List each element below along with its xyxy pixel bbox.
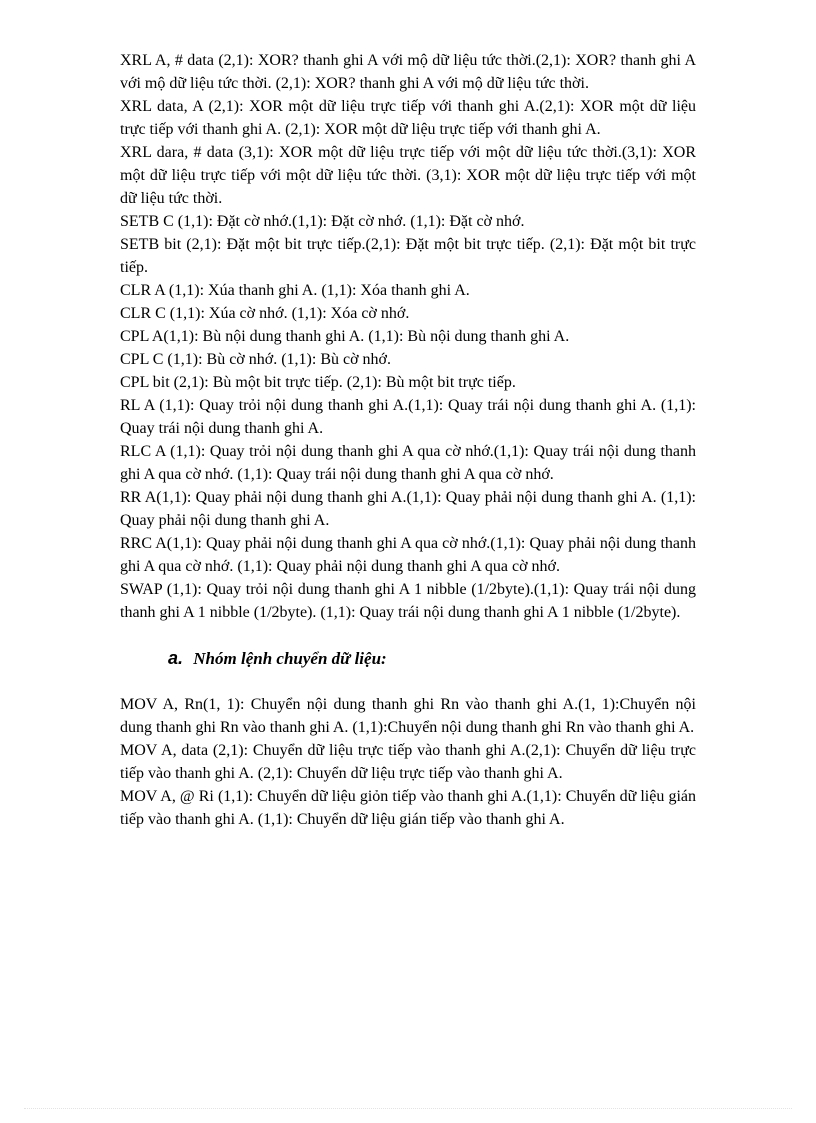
instruction-setb-bit: SETB bit (2,1): Đặt một bit trực tiếp.(2,1): Đặt một bit trực tiếp. (2,1): Đặt một bit trực tiếp. bbox=[120, 236, 696, 276]
instruction-rl-a: RL A (1,1): Quay trỏi nội dung thanh ghi A.(1,1): Quay trái nội dung thanh ghi A. (1,1): Quay trái nội dung thanh ghi A. bbox=[120, 397, 696, 437]
instruction-rr-a: RR A(1,1): Quay phải nội dung thanh ghi A.(1,1): Quay phải nội dung thanh ghi A. (1,1): Quay phải nội dung thanh ghi A. bbox=[120, 489, 696, 529]
section-heading bbox=[168, 647, 696, 670]
instruction-rlc-a: RLC A (1,1): Quay trỏi nội dung thanh ghi A qua cờ nhớ.(1,1): Quay trái nội dung thanh ghi A qua cờ nhớ. (1,1): Quay trái nội dung thanh ghi A qua cờ nhớ. bbox=[120, 443, 696, 483]
instruction-cpl-bit: CPL bit (2,1): Bù một bit trực tiếp. (2,1): Bù một bit trực tiếp. bbox=[120, 374, 516, 391]
logic-instruction-list bbox=[120, 49, 696, 624]
instruction-xrl-data-a: XRL data, A (2,1): XOR một dữ liệu trực tiếp với thanh ghi A.(2,1): XOR một dữ liệu trực tiếp với thanh ghi A. (2,1): XOR một dữ liệu trực tiếp với thanh ghi A. bbox=[120, 98, 696, 138]
move-instruction-list bbox=[120, 693, 696, 831]
instruction-mov-a-data: MOV A, data (2,1): Chuyển dữ liệu trực tiếp vào thanh ghi A.(2,1): Chuyển dữ liệu trực tiếp vào thanh ghi A. (2,1): Chuyển dữ liệu trực tiếp vào thanh ghi A. bbox=[120, 742, 696, 782]
instruction-cpl-c: CPL C (1,1): Bù cờ nhớ. (1,1): Bù cờ nhớ. bbox=[120, 351, 392, 368]
instruction-setb-c: SETB C (1,1): Đặt cờ nhớ.(1,1): Đặt cờ nhớ. (1,1): Đặt cờ nhớ. bbox=[120, 213, 525, 230]
instruction-mov-a-rn: MOV A, Rn(1, 1): Chuyển nội dung thanh ghi Rn vào thanh ghi A.(1, 1):Chuyển nội dung thanh ghi Rn vào thanh ghi A. (1,1):Chuyển nội dung thanh ghi Rn vào thanh ghi A. bbox=[120, 696, 696, 736]
instruction-clr-a: CLR A (1,1): Xúa thanh ghi A. (1,1): Xóa thanh ghi A. bbox=[120, 282, 470, 299]
section-heading-marker: a. bbox=[168, 648, 184, 668]
instruction-rrc-a: RRC A(1,1): Quay phải nội dung thanh ghi A qua cờ nhớ.(1,1): Quay phải nội dung thanh ghi A qua cờ nhớ. (1,1): Quay phải nội dung thanh ghi A qua cờ nhớ. bbox=[120, 535, 696, 575]
instruction-clr-c: CLR C (1,1): Xúa cờ nhớ. (1,1): Xóa cờ nhớ. bbox=[120, 305, 410, 322]
instruction-cpl-a: CPL A(1,1): Bù nội dung thanh ghi A. (1,1): Bù nội dung thanh ghi A. bbox=[120, 328, 570, 345]
instruction-mov-a-ri: MOV A, @ Ri (1,1): Chuyển dữ liệu giỏn tiếp vào thanh ghi A.(1,1): Chuyển dữ liệu gián tiếp vào thanh ghi A. (1,1): Chuyển dữ liệu gián tiếp vào thanh ghi A. bbox=[120, 788, 696, 828]
page-bottom-divider bbox=[24, 1108, 792, 1109]
instruction-swap: SWAP (1,1): Quay trỏi nội dung thanh ghi A 1 nibble (1/2byte).(1,1): Quay trái nội dung thanh ghi A 1 nibble (1/2byte). (1,1): Quay trái nội dung thanh ghi A 1 nibble (1/2byte). bbox=[120, 581, 696, 621]
instruction-xrl-dara-data: XRL dara, # data (3,1): XOR một dữ liệu trực tiếp với một dữ liệu tức thời.(3,1): XOR một dữ liệu trực tiếp với một dữ liệu tức thời. (3,1): XOR một dữ liệu trực tiếp với một dữ liệu tức thời. bbox=[120, 144, 696, 207]
instruction-xrl-a-data: XRL A, # data (2,1): XOR? thanh ghi A với mộ dữ liệu tức thời.(2,1): XOR? thanh ghi A với mộ dữ liệu tức thời. (2,1): XOR? thanh ghi A với mộ dữ liệu tức thời. bbox=[120, 52, 696, 92]
section-heading-title: Nhóm lệnh chuyển dữ liệu: bbox=[193, 649, 387, 668]
page-content bbox=[120, 49, 696, 831]
